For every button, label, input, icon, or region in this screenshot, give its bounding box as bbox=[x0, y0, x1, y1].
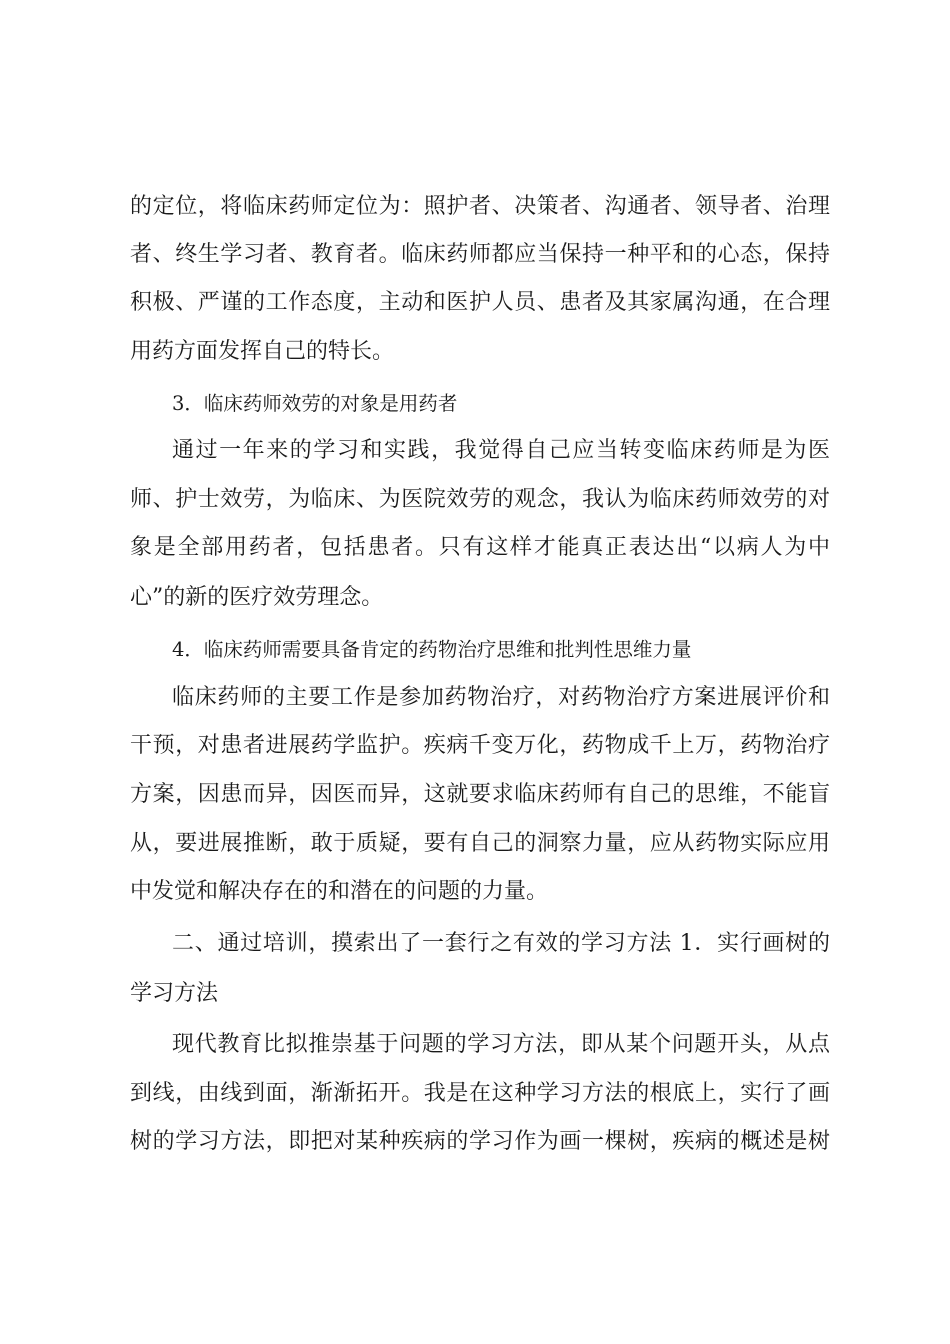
body-text-line: 干预，对患者进展药学监护。疾病千变万化，药物成千上万，药物治疗 bbox=[130, 733, 830, 758]
body-text-line: 临床药师的主要工作是参加药物治疗，对药物治疗方案进展评价和 bbox=[172, 685, 830, 710]
body-text-line: 二、通过培训，摸索出了一套行之有效的学习方法 1．实行画树的 bbox=[172, 931, 830, 956]
body-text-line: 从，要进展推断，敢于质疑，要有自己的洞察力量，应从药物实际应用 bbox=[130, 831, 830, 856]
body-text-line: 象是全部用药者，包括患者。只有这样才能真正表达出“以病人为中 bbox=[130, 535, 830, 560]
body-text-line: 用药方面发挥自己的特长。 bbox=[130, 339, 395, 364]
body-text-line: 师、护士效劳，为临床、为医院效劳的观念，我认为临床药师效劳的对 bbox=[130, 487, 830, 512]
section-heading: 3．临床药师效劳的对象是用药者 bbox=[172, 392, 458, 415]
body-text-line: 中发觉和解决存在的和潜在的问题的力量。 bbox=[130, 879, 549, 904]
body-text-line: 学习方法 bbox=[130, 981, 219, 1006]
body-text-line: 树的学习方法，即把对某种疾病的学习作为画一棵树，疾病的概述是树 bbox=[130, 1129, 830, 1154]
section-heading: 4．临床药师需要具备肯定的药物治疗思维和批判性思维力量 bbox=[172, 638, 692, 661]
body-text-line: 的定位，将临床药师定位为：照护者、决策者、沟通者、领导者、治理 bbox=[130, 194, 830, 219]
body-text-line: 到线，由线到面，渐渐拓开。我是在这种学习方法的根底上，实行了画 bbox=[130, 1081, 830, 1106]
body-text-line: 积极、严谨的工作态度，主动和医护人员、患者及其家属沟通，在合理 bbox=[130, 290, 830, 315]
body-text-line: 现代教育比拟推崇基于问题的学习方法，即从某个问题开头，从点 bbox=[172, 1032, 830, 1057]
body-text-line: 方案，因患而异，因医而异，这就要求临床药师有自己的思维，不能盲 bbox=[130, 782, 830, 807]
body-text-line: 者、终生学习者、教育者。临床药师都应当保持一种平和的心态，保持 bbox=[130, 242, 830, 267]
body-text-line: 通过一年来的学习和实践，我觉得自己应当转变临床药师是为医 bbox=[172, 438, 830, 463]
body-text-line: 心”的新的医疗效劳理念。 bbox=[130, 585, 384, 610]
